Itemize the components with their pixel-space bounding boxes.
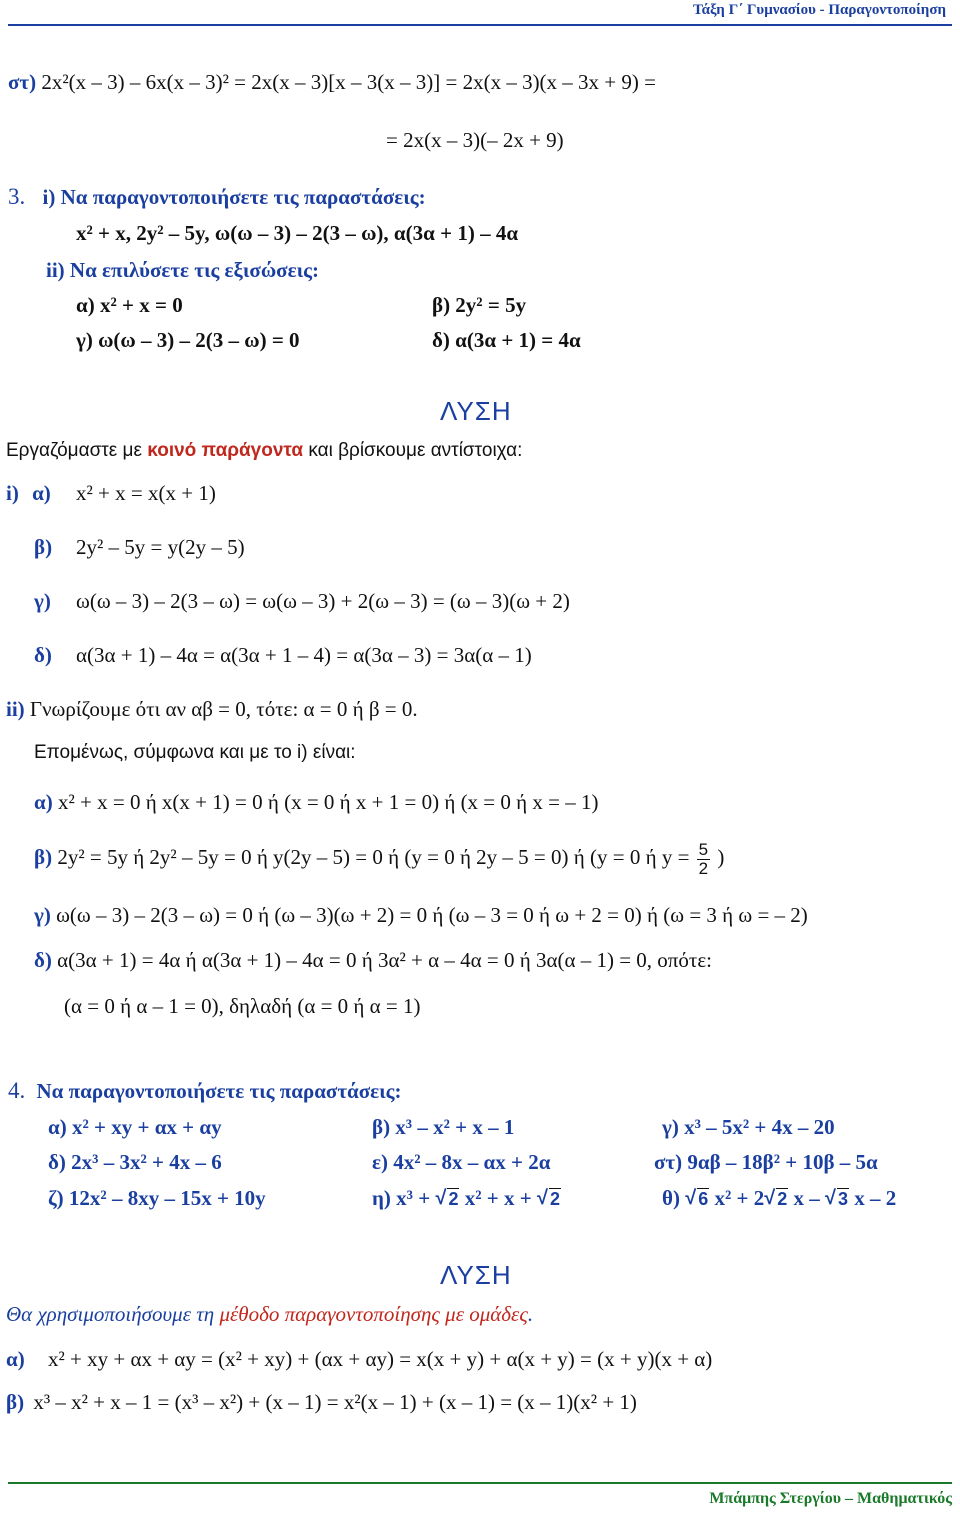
sqrt-2-radical	[435, 1189, 459, 1210]
solution-4-intro-pre: Θα χρησιμοποιήσουμε τη	[6, 1302, 220, 1326]
exercise-4-th-end: x – 2	[849, 1186, 897, 1210]
solution-3-intro-pre: Εργαζόμαστε με	[6, 440, 148, 461]
exercise-3-i-expr: x² + x, 2y² – 5y, ω(ω – 3) – 2(3 – ω), α(3α + 1) – 4α	[76, 221, 519, 245]
solution-3-b-label: β)	[34, 535, 53, 559]
exercise-3-eq-d: δ) α(3α + 1) = 4α	[432, 328, 581, 352]
exercise-4-a: α) x² + xy + αx + αy	[48, 1115, 222, 1139]
solution-3-sb-text: 2y² = 5y ή 2y² – 5y = 0 ή y(2y – 5) = 0 ή (y = 0 ή 2y – 5 = 0) ή (y = 0 ή y =	[57, 845, 690, 869]
solution-4-intro-post: .	[527, 1302, 534, 1326]
page-header: Τάξη Γ΄ Γυμνασίου - Παραγοντοποίηση	[692, 2, 946, 18]
solution-3-sg	[34, 903, 808, 927]
exercise-3-eq-g: γ) ω(ω – 3) – 2(3 – ω) = 0	[76, 328, 300, 352]
exercise-3-header	[8, 184, 426, 210]
solution-4-b-text: x³ – x² + x – 1 = (x³ – x²) + (x – 1) = x²(x – 1) + (x – 1) = (x – 1)(x² + 1)	[33, 1390, 637, 1414]
solution-3-intro-post: και βρίσκουμε αντίστοιχα:	[303, 440, 523, 461]
solution-3-title: ΛΥΣΗ	[440, 396, 512, 426]
solution-3-g-label: γ)	[34, 589, 51, 613]
exercise-4-b: β) x³ – x² + x – 1	[372, 1115, 515, 1139]
solution-3-intro-key: κοινό παράγοντα	[147, 440, 304, 461]
exercise-4-h	[372, 1186, 561, 1211]
solution-4-a-label: α)	[6, 1347, 25, 1371]
exercise-4-h-mid: x² + x +	[459, 1186, 537, 1210]
solution-3-d-label: δ)	[34, 643, 52, 667]
fraction-numerator: 5	[698, 839, 709, 859]
solution-3-ii-text: Γνωρίζουμε ότι αν αβ = 0, τότε: α = 0 ή β = 0.	[29, 697, 418, 721]
exercise-3-i-label: i)	[42, 185, 56, 209]
sqrt-2-radical	[537, 1189, 561, 1210]
radicand: 2	[777, 1189, 788, 1209]
page-footer: Μπάμπης Στεργίου – Μαθηματικός	[709, 1490, 952, 1507]
exercise-3-eq-a: α) x² + x = 0	[76, 293, 183, 317]
exercise-3-ii-label: ii)	[46, 258, 65, 282]
part-st-label: στ)	[8, 70, 37, 94]
part-st-line1	[8, 70, 656, 94]
exercise-3-eq-b: β) 2y² = 5y	[432, 293, 527, 317]
solution-4-title: ΛΥΣΗ	[440, 1260, 512, 1290]
exercise-4-d: δ) 2x³ – 3x² + 4x – 6	[48, 1150, 222, 1174]
exercise-4-text: Να παραγοντοποιήσετε τις παραστάσεις:	[36, 1079, 402, 1103]
exercise-4-th-mid1: x² + 2	[709, 1186, 765, 1210]
solution-3-ii-label: ii)	[6, 697, 25, 721]
solution-3-a	[6, 481, 51, 505]
solution-3-sb-label: β)	[34, 845, 53, 869]
solution-3-sd-label: δ)	[34, 948, 52, 972]
solution-3-sg-label: γ)	[34, 903, 51, 927]
exercise-4-h-pre: η) x³ +	[372, 1186, 436, 1210]
solution-3-sa-text: x² + x = 0 ή x(x + 1) = 0 ή (x = 0 ή x + 1 = 0) ή (x = 0 ή x = – 1)	[57, 790, 599, 814]
solution-4-intro	[6, 1302, 533, 1326]
exercise-3-number: 3.	[8, 184, 26, 209]
solution-3-sa	[34, 790, 598, 814]
exercise-4-header	[8, 1078, 402, 1104]
solution-3-sa-label: α)	[34, 790, 53, 814]
solution-3-sb-close: )	[717, 845, 725, 869]
exercise-4-e: ε) 4x² – 8x – αx + 2α	[372, 1150, 551, 1174]
sqrt-6-radical	[685, 1189, 709, 1210]
solution-3-intro	[6, 440, 522, 462]
exercise-4-th	[662, 1186, 896, 1211]
solution-3-i-label: i)	[6, 481, 19, 505]
solution-3-a-text: x² + x = x(x + 1)	[76, 481, 216, 505]
part-st-expr1: 2x²(x – 3) – 6x(x – 3)² = 2x(x – 3)[x – 3(x – 3)] = 2x(x – 3)(x – 3x + 9) =	[41, 70, 656, 94]
solution-4-a-text: x² + xy + αx + αy = (x² + xy) + (αx + αy) = x(x + y) + α(x + y) = (x + y)(x + α)	[47, 1347, 713, 1371]
exercise-4-th-pre: θ)	[662, 1186, 686, 1210]
exercise-4-g: γ) x³ – 5x² + 4x – 20	[662, 1115, 835, 1139]
solution-4-a	[6, 1347, 712, 1371]
sqrt-2-radical	[764, 1189, 788, 1210]
radicand: 2	[549, 1189, 560, 1209]
exercise-3-ii-header	[46, 258, 319, 282]
exercise-4-st: στ) 9αβ – 18β² + 10β – 5α	[654, 1150, 878, 1174]
solution-3-so: Επομένως, σύμφωνα και με το i) είναι:	[34, 742, 356, 763]
solution-3-b-text: 2y² – 5y = y(2y – 5)	[76, 535, 245, 559]
exercise-4-th-mid2: x –	[788, 1186, 826, 1210]
radicand: 6	[698, 1189, 709, 1209]
exercise-3-i-text: Να παραγοντοποιήσετε τις παραστάσεις:	[60, 185, 426, 209]
exercise-4-number: 4.	[8, 1078, 26, 1103]
solution-3-sb	[34, 838, 724, 878]
sqrt-3-radical	[825, 1189, 849, 1210]
exercise-3-ii-text: Να επιλύσετε τις εξισώσεις:	[69, 258, 319, 282]
footer-rule	[8, 1482, 952, 1484]
radicand: 3	[838, 1189, 849, 1209]
exercise-4-z: ζ) 12x² – 8xy – 15x + 10y	[48, 1186, 266, 1210]
solution-3-sd-text: α(3α + 1) = 4α ή α(3α + 1) – 4α = 0 ή 3α² + α – 4α = 0 ή 3α(α – 1) = 0, οπότε:	[57, 948, 712, 972]
solution-3-sb-fraction	[697, 841, 710, 878]
solution-3-sg-text: ω(ω – 3) – 2(3 – ω) = 0 ή (ω – 3)(ω + 2) = 0 ή (ω – 3 = 0 ή ω + 2 = 0) ή (ω = 3 ή ω = – 2)	[56, 903, 808, 927]
solution-3-d-text: α(3α + 1) – 4α = α(3α + 1 – 4) = α(3α – 3) = 3α(α – 1)	[76, 643, 532, 667]
solution-4-b	[6, 1390, 637, 1414]
solution-3-g-text: ω(ω – 3) – 2(3 – ω) = ω(ω – 3) + 2(ω – 3) = (ω – 3)(ω + 2)	[76, 589, 570, 613]
radicand: 2	[448, 1189, 459, 1209]
part-st-line2: = 2x(x – 3)(– 2x + 9)	[386, 128, 564, 152]
solution-3-a-label: α)	[32, 481, 51, 505]
fraction-denominator: 2	[698, 858, 709, 878]
header-rule	[8, 24, 952, 26]
solution-3-sd-text2: (α = 0 ή α – 1 = 0), δηλαδή (α = 0 ή α = 1)	[64, 994, 421, 1018]
solution-4-intro-key: μέθοδο παραγοντοποίησης με ομάδες	[219, 1302, 528, 1326]
solution-3-ii	[6, 697, 418, 721]
solution-4-b-label: β)	[6, 1390, 25, 1414]
solution-3-sd	[34, 948, 712, 972]
